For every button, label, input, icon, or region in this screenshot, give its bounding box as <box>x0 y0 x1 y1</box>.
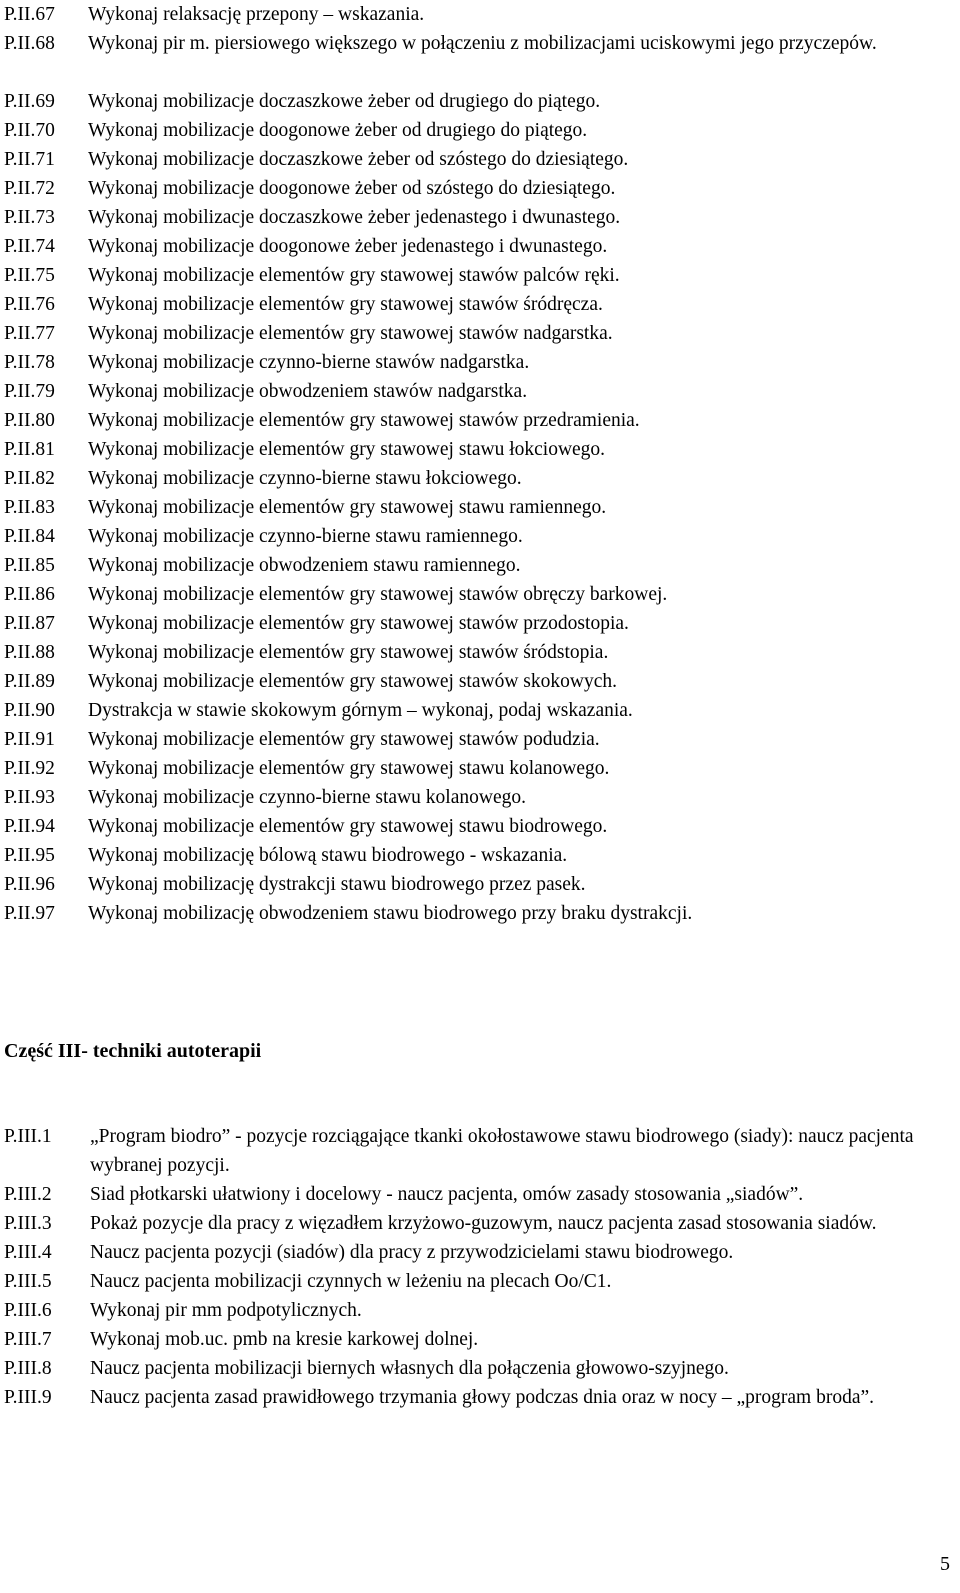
list-item <box>4 290 954 319</box>
item-text: Wykonaj mobilizacje doogonowe żeber od szóstego do dziesiątego. <box>88 178 616 199</box>
item-code: P.III.1 <box>4 1126 52 1147</box>
item-code: P.II.84 <box>4 526 55 547</box>
list-item <box>4 638 954 667</box>
item-code: P.II.82 <box>4 468 55 489</box>
list-item <box>4 1354 954 1383</box>
item-text: Wykonaj mobilizację dystrakcji stawu biodrowego przez pasek. <box>88 874 586 895</box>
list-item <box>4 1267 954 1296</box>
list-item <box>4 522 954 551</box>
list-item <box>4 348 954 377</box>
list-item <box>4 174 954 203</box>
list-item <box>4 580 954 609</box>
item-code: P.II.87 <box>4 613 55 634</box>
page-number: 5 <box>940 1553 950 1575</box>
item-text: Wykonaj mobilizacje elementów gry stawowej stawów śródręcza. <box>88 294 603 315</box>
item-text: Wykonaj mobilizacje elementów gry stawowej stawów palców ręki. <box>88 265 620 286</box>
item-text: Wykonaj mobilizacje elementów gry stawowej stawów śródstopia. <box>88 642 609 663</box>
item-text: Naucz pacjenta mobilizacji biernych własnych dla połączenia głowowo-szyjnego. <box>90 1358 729 1379</box>
list-item <box>4 493 954 522</box>
item-text: Wykonaj mobilizacje elementów gry stawowej stawów nadgarstka. <box>88 323 613 344</box>
list-item <box>4 406 954 435</box>
list-item <box>4 870 954 899</box>
list-item <box>4 29 954 87</box>
item-text: Wykonaj mobilizacje elementów gry stawowej stawu kolanowego. <box>88 758 610 779</box>
item-text: Pokaż pozycje dla pracy z więzadłem krzyżowo-guzowym, naucz pacjenta zasad stosowania siadów. <box>90 1213 877 1234</box>
item-text: Wykonaj pir m. piersiowego większego w połączeniu z mobilizacjami uciskowymi jego przyczepów. <box>88 33 877 54</box>
item-text: Naucz pacjenta zasad prawidłowego trzymania głowy podczas dnia oraz w nocy – „program broda”. <box>90 1387 875 1408</box>
item-text: Wykonaj pir mm podpotylicznych. <box>90 1300 362 1321</box>
item-text: Wykonaj mobilizacje elementów gry stawowej stawu biodrowego. <box>88 816 608 837</box>
item-text: Wykonaj mob.uc. pmb na kresie karkowej dolnej. <box>90 1329 479 1350</box>
list-item <box>4 1209 954 1238</box>
item-code: P.II.73 <box>4 207 55 228</box>
list-item <box>4 1296 954 1325</box>
item-text: Wykonaj mobilizacje elementów gry stawowej stawów przodostopia. <box>88 613 629 634</box>
item-text: Wykonaj mobilizacje elementów gry stawowej stawów obręczy barkowej. <box>88 584 668 605</box>
item-code: P.II.93 <box>4 787 55 808</box>
item-text: Wykonaj mobilizacje doogonowe żeber od drugiego do piątego. <box>88 120 588 141</box>
section-heading: Część III- techniki autoterapii <box>4 1040 262 1062</box>
list-item <box>4 319 954 348</box>
item-code: P.II.91 <box>4 729 55 750</box>
list-item <box>4 464 954 493</box>
item-code: P.II.85 <box>4 555 55 576</box>
list-item <box>4 1122 954 1180</box>
item-text: Wykonaj mobilizacje czynno-bierne stawu kolanowego. <box>88 787 526 808</box>
item-code: P.III.9 <box>4 1387 52 1408</box>
item-code: P.II.83 <box>4 497 55 518</box>
list-item <box>4 899 954 928</box>
item-code: P.II.80 <box>4 410 55 431</box>
list-item <box>4 609 954 638</box>
item-text: Wykonaj relaksację przepony – wskazania. <box>88 4 425 25</box>
list-item <box>4 812 954 841</box>
list-item <box>4 725 954 754</box>
list-item <box>4 1383 954 1412</box>
item-text: Wykonaj mobilizacje elementów gry stawowej stawu łokciowego. <box>88 439 606 460</box>
list-item <box>4 1238 954 1267</box>
item-code: P.II.72 <box>4 178 55 199</box>
item-code: P.II.69 <box>4 91 55 112</box>
item-text: Naucz pacjenta pozycji (siadów) dla pracy z przywodzicielami stawu biodrowego. <box>90 1242 734 1263</box>
item-code: P.II.97 <box>4 903 55 924</box>
list-item <box>4 435 954 464</box>
item-text: Wykonaj mobilizacje czynno-bierne stawu łokciowego. <box>88 468 522 489</box>
item-text: Wykonaj mobilizacje elementów gry stawowej stawu ramiennego. <box>88 497 607 518</box>
item-text: Siad płotkarski ułatwiony i docelowy - naucz pacjenta, omów zasady stosowania „siadów”. <box>90 1184 804 1205</box>
list-item <box>4 116 954 145</box>
item-code: P.III.7 <box>4 1329 52 1350</box>
list-item <box>4 841 954 870</box>
item-text: „Program biodro” - pozycje rozciągające tkanki okołostawowe stawu biodrowego (siady): naucz pacjenta wybranej pozycji. <box>90 1126 914 1176</box>
item-code: P.II.78 <box>4 352 55 373</box>
item-code: P.II.76 <box>4 294 55 315</box>
item-text: Wykonaj mobilizacje czynno-bierne stawów nadgarstka. <box>88 352 530 373</box>
item-text: Wykonaj mobilizacje elementów gry stawowej stawów podudzia. <box>88 729 600 750</box>
item-code: P.II.70 <box>4 120 55 141</box>
list-item <box>4 551 954 580</box>
item-code: P.II.81 <box>4 439 55 460</box>
list-item <box>4 0 954 29</box>
item-code: P.II.88 <box>4 642 55 663</box>
item-code: P.II.89 <box>4 671 55 692</box>
item-text: Wykonaj mobilizacje obwodzeniem stawów nadgarstka. <box>88 381 528 402</box>
list-item <box>4 87 954 116</box>
list-item <box>4 1180 954 1209</box>
list-item <box>4 754 954 783</box>
item-code: P.II.75 <box>4 265 55 286</box>
item-code: P.II.67 <box>4 4 55 25</box>
item-code: P.II.92 <box>4 758 55 779</box>
item-code: P.II.68 <box>4 33 55 54</box>
list-item <box>4 1325 954 1354</box>
item-code: P.II.90 <box>4 700 55 721</box>
item-code: P.III.8 <box>4 1358 52 1379</box>
part2-list <box>4 0 954 928</box>
list-item <box>4 667 954 696</box>
part3-list <box>4 1122 954 1412</box>
item-text: Wykonaj mobilizację obwodzeniem stawu biodrowego przy braku dystrakcji. <box>88 903 693 924</box>
item-code: P.III.6 <box>4 1300 52 1321</box>
item-code: P.II.95 <box>4 845 55 866</box>
item-text: Wykonaj mobilizację bólową stawu biodrowego - wskazania. <box>88 845 568 866</box>
item-text: Wykonaj mobilizacje doogonowe żeber jedenastego i dwunastego. <box>88 236 608 257</box>
list-item <box>4 203 954 232</box>
item-code: P.II.71 <box>4 149 55 170</box>
item-code: P.II.74 <box>4 236 55 257</box>
list-item <box>4 232 954 261</box>
item-code: P.III.4 <box>4 1242 52 1263</box>
list-item <box>4 783 954 812</box>
item-text: Wykonaj mobilizacje czynno-bierne stawu ramiennego. <box>88 526 523 547</box>
item-text: Wykonaj mobilizacje doczaszkowe żeber jedenastego i dwunastego. <box>88 207 621 228</box>
item-code: P.II.96 <box>4 874 55 895</box>
item-text: Wykonaj mobilizacje doczaszkowe żeber od szóstego do dziesiątego. <box>88 149 629 170</box>
item-code: P.II.77 <box>4 323 55 344</box>
list-item <box>4 261 954 290</box>
item-code: P.III.3 <box>4 1213 52 1234</box>
item-code: P.III.2 <box>4 1184 52 1205</box>
item-text: Dystrakcja w stawie skokowym górnym – wykonaj, podaj wskazania. <box>88 700 633 721</box>
item-text: Wykonaj mobilizacje elementów gry stawowej stawów przedramienia. <box>88 410 640 431</box>
item-code: P.III.5 <box>4 1271 52 1292</box>
item-text: Wykonaj mobilizacje doczaszkowe żeber od drugiego do piątego. <box>88 91 601 112</box>
item-code: P.II.79 <box>4 381 55 402</box>
list-item <box>4 696 954 725</box>
item-text: Wykonaj mobilizacje elementów gry stawowej stawów skokowych. <box>88 671 617 692</box>
item-code: P.II.94 <box>4 816 55 837</box>
list-item <box>4 145 954 174</box>
item-text: Wykonaj mobilizacje obwodzeniem stawu ramiennego. <box>88 555 521 576</box>
item-text: Naucz pacjenta mobilizacji czynnych w leżeniu na plecach Oo/C1. <box>90 1271 612 1292</box>
item-code: P.II.86 <box>4 584 55 605</box>
list-item <box>4 377 954 406</box>
